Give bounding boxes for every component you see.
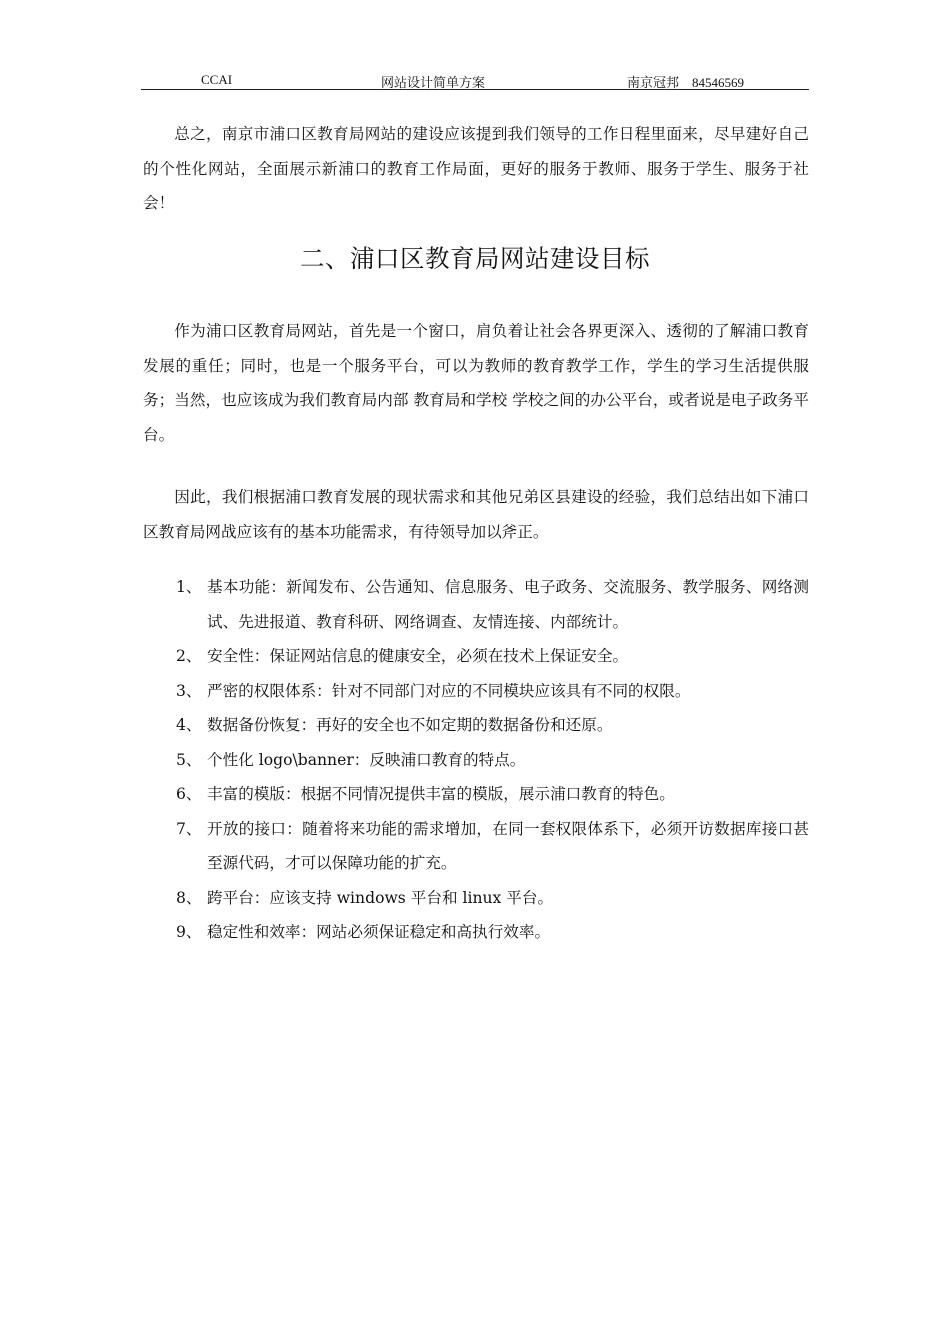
list-item-text: 开放的接口：随着将来功能的需求增加，在同一套权限体系下，必须开访数据库接口甚至源代码，才可以保障功能的扩充。 [207, 819, 809, 872]
list-item-number: 5、 [176, 750, 202, 769]
list-item-number: 3、 [176, 681, 202, 700]
list-item [176, 570, 809, 639]
summary-paragraph: 因此，我们根据浦口教育发展的现状需求和其他兄弟区县建设的经验，我们总结出如下浦口区教育局网战应该有的基本功能需求，有待领导加以斧正。 [143, 488, 809, 541]
list-item-number: 8、 [176, 888, 202, 907]
list-item-text: 基本功能：新闻发布、公告通知、信息服务、电子政务、交流服务、教学服务、网络测试、先进报道、教育科研、网络调查、友情连接、内部统计。 [207, 578, 809, 631]
list-item-text: 数据备份恢复：再好的安全也不如定期的数据备份和还原。 [207, 716, 613, 734]
header-contact: 南京冠邦 84546569 [627, 75, 745, 90]
list-item-number: 7、 [176, 819, 202, 838]
list-item-number: 6、 [176, 785, 202, 803]
page-header [141, 70, 809, 90]
list-item-number: 4、 [176, 716, 202, 734]
section-title: 二、浦口区教育局网站建设目标 [300, 244, 650, 273]
list-item [176, 812, 809, 881]
header-org: CCAI [201, 72, 233, 87]
intro-paragraph: 作为浦口区教育局网站，首先是一个窗口，肩负着让社会各界更深入、透彻的了解浦口教育发展的重任；同时，也是一个服务平台，可以为教师的教育教学工作，学生的学习生活提供服务；当然，也应该成为我们教育局内部 教育局和学校 学校之间的办公平台，或者说是电子政务平台。 [143, 322, 809, 444]
list-item [176, 881, 809, 916]
list-item [176, 777, 809, 812]
list-item [176, 743, 809, 778]
header-document-title: 网站设计简单方案 [381, 75, 486, 90]
list-item [176, 915, 809, 950]
list-item-text: 严密的权限体系：针对不同部门对应的不同模块应该具有不同的权限。 [207, 681, 691, 700]
list-item-text: 丰富的模版：根据不同情况提供丰富的模版，展示浦口教育的特色。 [207, 785, 675, 803]
list-item-text: 跨平台：应该支持 windows 平台和 linux 平台。 [207, 888, 554, 907]
list-item [176, 708, 809, 743]
list-item [176, 674, 809, 709]
list-item [176, 639, 809, 674]
conclusion-paragraph: 总之，南京市浦口区教育局网站的建设应该提到我们领导的工作日程里面来，尽早建好自己的个性化网站，全面展示新浦口的教育工作局面，更好的服务于教师、服务于学生、服务于社会！ [143, 125, 809, 212]
list-item-text: 安全性：保证网站信息的健康安全，必须在技术上保证安全。 [207, 647, 629, 665]
list-item-text: 个性化 logo\banner：反映浦口教育的特点。 [207, 750, 526, 769]
list-item-number: 2、 [176, 647, 202, 665]
list-item-number: 1、 [176, 578, 202, 596]
requirements-list [176, 570, 809, 950]
list-item-text: 稳定性和效率：网站必须保证稳定和高执行效率。 [207, 923, 551, 941]
list-item-number: 9、 [176, 923, 202, 941]
